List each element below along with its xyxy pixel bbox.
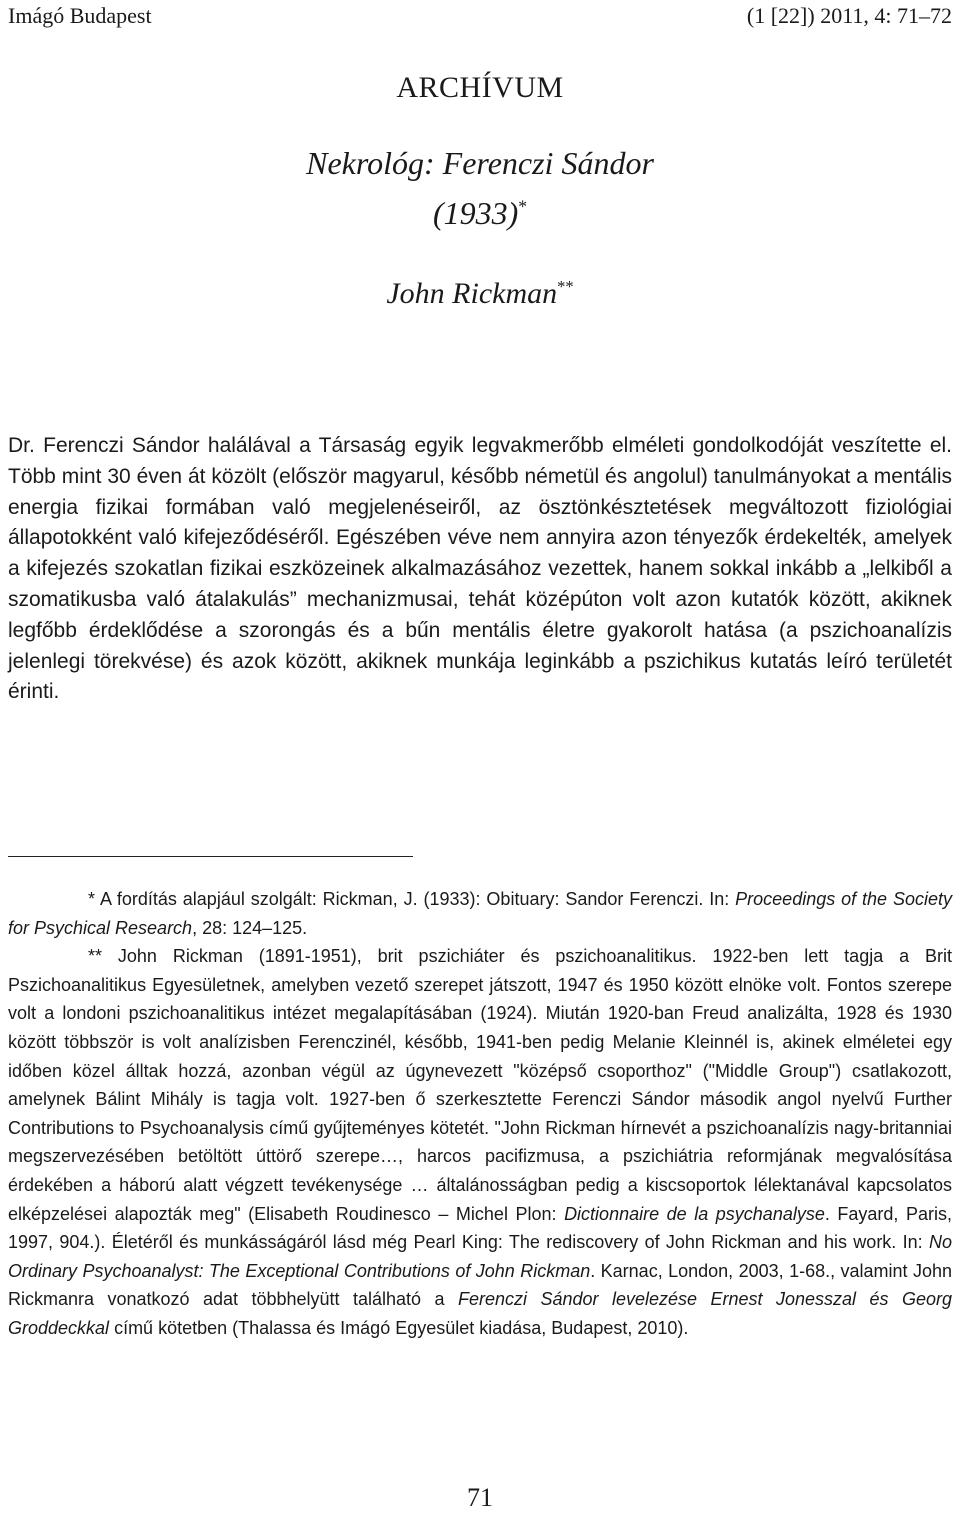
footnote-2-text-4: című kötetben (Thalassa és Imágó Egyesület kiadása, Budapest, 2010).	[109, 1317, 689, 1338]
journal-name: Imágó Budapest	[8, 3, 152, 28]
footnote-1	[8, 885, 952, 942]
footnote-2-text-2: . Fayard, Paris, 1997, 904.). Életéről és munkásságáról lásd még Pearl King: The rediscovery of John Rickman and his work. In:	[8, 1203, 952, 1253]
footnotes	[8, 885, 952, 1343]
author-name: John Rickman	[386, 277, 558, 310]
page-number: 71	[467, 1483, 493, 1512]
footnote-2-text-3: . Karnac, London, 2003, 1-68., valamint John Rickmanra vonatkozó adat többhelyütt található a	[8, 1260, 952, 1310]
footnote-2	[8, 942, 952, 1342]
footnote-1-text: A fordítás alapjául szolgált: Rickman, J. (1933): Obituary: Sandor Ferenczi. In:	[99, 889, 736, 909]
body-paragraph: Dr. Ferenczi Sándor halálával a Társaság egyik legvakmerőbb elméleti gondolkodóját veszítette el. Több mint 30 éven át közölt (először magyarul, később németül és angolul) tanulmányokat a mentális energia fizikai formában való megjelenéseiről, az ösztönkésztetések megváltozott fiziológiai állapotokként való kifejeződéséről. Egészében véve nem annyira azon tényezők érdekelték, amelyek a kifejezés szokatlan fizikai eszközeinek alkalmazásához vezettek, hanem sokkal inkább a „lelkiből a szomatikusba való átalakulás” mechanizmusai, tehát középúton volt azon kutatók között, akiknek legfőbb érdeklődése a szorongás és a bűn mentális életre gyakorolt hatása (a pszichoanalízis jelenlegi törekvése) és azok között, akiknek munkája leginkább a pszichikus kutatás leíró területét érinti.	[8, 434, 952, 704]
article-author	[0, 272, 960, 316]
author-footnote-marker: **	[557, 277, 574, 296]
footnote-1-italic: Proceedings of the Society for Psychical Research	[8, 889, 952, 938]
article-title: Nekrológ: Ferenczi Sándor	[306, 145, 654, 181]
footnote-2-italic-1: Dictionnaire de la psychanalyse	[564, 1203, 825, 1224]
title-footnote-marker: *	[518, 196, 528, 217]
footnote-2-marker: **	[88, 946, 103, 967]
footnote-2-italic-3: Ferenczi Sándor levelezése Ernest Jonesszal és Georg Groddeckkal	[8, 1289, 952, 1338]
section-heading: ARCHÍVUM	[396, 71, 564, 104]
footnote-2-text: John Rickman (1891-1951), brit pszichiáter és pszichoanalitikus. 1922-ben lett tagja a Brit Pszichoanalitikus Egyesületnek, amelyben vezető szerepet játszott, 1947 és 1950 között elnöke volt. Fontos szerepe volt a londoni pszichoanalitikus intézet megalapításában (1924). Miután 1920-ban Freud analizálta, 1928 és 1930 között többször is volt analízisben Ferenczinél, később, 1941-ben pedig Melanie Kleinnél is, akinek elméletei egy időben közel álltak hozzá, azonban végül az úgynevezett "középső csoporthoz" ("Middle Group") csatlakozott, amelynek Bálint Mihály is tagja volt. 1927-ben ő szerkesztette Ferenczi Sándor második angol nyelvű Further Contributions to Psychoanalysis című gyűjteményes kötetét. "John Rickman hírnevét a pszichoanalízis nagy-britanniai megszervezésében betöltött úttörő szerepe…, harcos pacifizmusa, a pszichiátria reformjának megvalósítása érdekében a háború alatt végzett tevékenysége … általánosságban pedig a kiscsoportok lélektanával kapcsolatos elképzelései alapozták meg" (Elisabeth Roudinesco – Michel Plon:	[8, 946, 952, 1224]
article-title-year	[0, 190, 960, 236]
journal-citation: (1 [22]) 2011, 4: 71–72	[746, 3, 952, 28]
title-year: (1933)	[432, 195, 519, 231]
footnote-1-text-end: , 28: 124–125.	[192, 917, 308, 938]
footnote-1-marker: *	[88, 889, 96, 909]
footnote-divider	[8, 856, 413, 857]
footnote-2-italic-2: No Ordinary Psychoanalyst: The Exceptional Contributions of John Rickman	[8, 1232, 952, 1281]
